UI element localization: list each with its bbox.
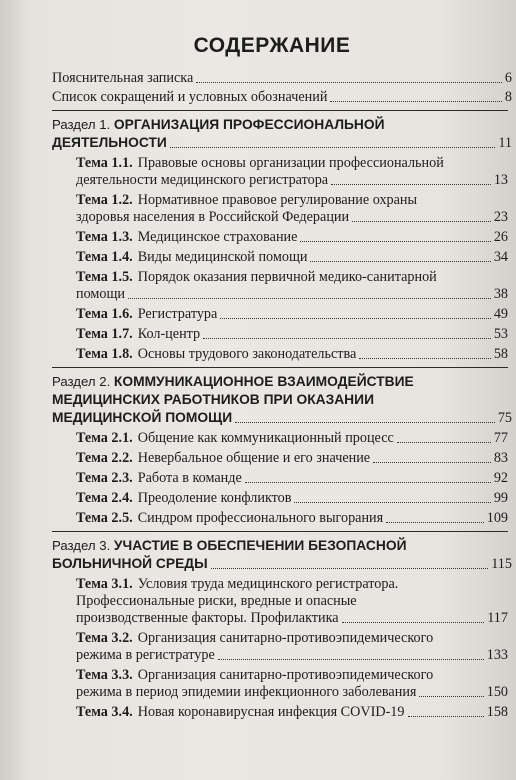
- topic-line: [76, 510, 508, 527]
- topic-text: [76, 647, 215, 664]
- leader-dots: [300, 241, 490, 242]
- topic-number: Тема 1.2.: [76, 192, 133, 208]
- topic-entry: [76, 667, 508, 701]
- topic-number: Тема 2.2.: [76, 450, 133, 466]
- page-number: 77: [493, 430, 508, 446]
- topic-text: [76, 684, 416, 701]
- topic-line: [76, 593, 508, 610]
- topic-title: Регистратура: [137, 306, 218, 322]
- front-matter: [52, 70, 512, 106]
- section-name: МЕДИЦИНСКИХ РАБОТНИКОВ ПРИ ОКАЗАНИИ: [52, 392, 374, 407]
- topic-text: [76, 286, 125, 303]
- topic-line: [76, 286, 508, 303]
- page-number: 6: [504, 70, 512, 86]
- topic-text: [76, 172, 328, 189]
- topic-text: [76, 249, 307, 266]
- topic-line: [76, 269, 508, 286]
- leader-dots: [386, 522, 484, 523]
- topic-line: [76, 630, 508, 647]
- topic-number: Тема 1.1.: [76, 155, 133, 171]
- section-name: ДЕЯТЕЛЬНОСТИ: [52, 135, 167, 150]
- section-heading-text: [52, 409, 232, 427]
- leader-dots: [408, 716, 484, 717]
- leader-dots: [373, 462, 491, 463]
- topic-title: Кол-центр: [137, 326, 201, 342]
- topic-title: здоровья населения в Российской Федерации: [76, 209, 350, 225]
- topic-entry: [76, 470, 508, 487]
- page-number: 58: [493, 346, 508, 362]
- page-number: 53: [493, 326, 508, 342]
- topic-text: [76, 510, 383, 527]
- page-number: 158: [486, 704, 508, 720]
- section-label: Раздел 1.: [52, 117, 114, 132]
- topic-entry: [76, 326, 508, 343]
- page-number: 8: [504, 89, 512, 105]
- topic-text: [76, 209, 349, 226]
- page-number: 99: [493, 490, 508, 506]
- section-divider: [52, 531, 508, 532]
- topic-entry: [76, 155, 508, 189]
- page-title: СОДЕРЖАНИЕ: [193, 34, 351, 57]
- topic-line: [76, 306, 508, 323]
- section-heading-text: [52, 391, 374, 409]
- topic-number: Тема 2.4.: [76, 490, 133, 506]
- leader-dots: [331, 184, 491, 185]
- topic-line: [76, 192, 508, 209]
- section-name: УЧАСТИЕ В ОБЕСПЕЧЕНИИ БЕЗОПАСНОЙ: [113, 538, 407, 553]
- topic-title: Виды медицинской помощи: [137, 249, 308, 265]
- section-heading-line: [52, 391, 512, 409]
- topic-line: [76, 229, 508, 246]
- page-number: 115: [491, 556, 512, 572]
- topic-number: Тема 3.4.: [76, 704, 133, 720]
- topic-entry: [76, 430, 508, 447]
- leader-dots: [196, 82, 502, 83]
- leader-dots: [419, 696, 483, 697]
- topic-number: Тема 2.5.: [76, 510, 133, 526]
- topic-entry: [76, 269, 508, 303]
- topic-text: [76, 229, 297, 246]
- topic-title: Работа в команде: [137, 470, 242, 486]
- topic-title: Синдром профессионального выгорания: [137, 510, 384, 526]
- leader-dots: [203, 338, 491, 339]
- page-number: 13: [493, 172, 508, 188]
- entry-label: Пояснительная записка: [52, 70, 194, 86]
- section-heading-text: [52, 116, 385, 134]
- section-heading: [52, 116, 512, 152]
- topic-entry: [76, 450, 508, 467]
- topic-number: Тема 1.5.: [76, 269, 133, 285]
- topic-entry: [76, 192, 508, 226]
- section-name: КОММУНИКАЦИОННОЕ ВЗАИМОДЕЙСТВИЕ: [113, 374, 414, 389]
- topic-line: [76, 470, 508, 487]
- topic-entry: [76, 576, 508, 627]
- section-heading-line: [52, 373, 512, 391]
- topic-line: [76, 490, 508, 507]
- section-label: Раздел 3.: [52, 538, 114, 553]
- topic-title: Медицинское страхование: [137, 229, 298, 245]
- entry-label: Список сокращений и условных обозначений: [52, 89, 328, 105]
- topic-title: Общение как коммуникационный процесс: [137, 430, 394, 446]
- section-name: МЕДИЦИНСКОЙ ПОМОЩИ: [52, 410, 233, 425]
- topic-line: [76, 172, 508, 189]
- topic-number: Тема 1.6.: [76, 306, 133, 322]
- topic-text: [76, 326, 200, 343]
- topic-text: [76, 346, 356, 363]
- topic-title: режима в регистратуре: [76, 647, 215, 663]
- topic-text: [76, 610, 339, 627]
- topic-title: Преодоление конфликтов: [137, 490, 292, 506]
- topic-line: [76, 610, 508, 627]
- page-number: 49: [493, 306, 508, 322]
- topic-entry: [76, 249, 508, 266]
- topic-text: [76, 430, 394, 447]
- section-heading: [52, 537, 512, 573]
- topic-line: [76, 684, 508, 701]
- page-number: 26: [493, 229, 508, 245]
- topic-title: Условия труда медицинского регистратора.: [137, 576, 399, 592]
- topic-number: Тема 2.1.: [76, 430, 133, 446]
- section-heading-line: [52, 116, 512, 134]
- topic-entry: [76, 490, 508, 507]
- page-number: 109: [486, 510, 508, 526]
- page-number: 92: [493, 470, 508, 486]
- leader-dots: [128, 298, 491, 299]
- topic-line: [76, 704, 508, 721]
- page-number: 23: [493, 209, 508, 225]
- topic-title: Порядок оказания первичной медико-санитарной: [137, 269, 437, 285]
- leader-dots: [220, 318, 490, 319]
- table-of-contents: [52, 34, 512, 724]
- topic-line: [76, 209, 508, 226]
- leader-dots: [397, 442, 491, 443]
- topic-text: [76, 470, 242, 487]
- topic-title: производственные факторы. Профилактика: [76, 610, 339, 626]
- topic-line: [76, 450, 508, 467]
- topic-text: [76, 450, 370, 467]
- leader-dots: [211, 568, 489, 569]
- topic-title: деятельности медицинского регистратора: [76, 172, 329, 188]
- topic-entry: [76, 346, 508, 363]
- leader-dots: [342, 622, 485, 623]
- topic-number: Тема 1.4.: [76, 249, 133, 265]
- topic-text: [76, 306, 217, 323]
- page-number: 38: [493, 286, 508, 302]
- topic-number: Тема 1.8.: [76, 346, 133, 362]
- page-number: 75: [497, 410, 512, 426]
- topic-entry: [76, 306, 508, 323]
- section-heading-text: [52, 134, 167, 152]
- section-label: Раздел 2.: [52, 374, 114, 389]
- leader-dots: [294, 502, 490, 503]
- topic-line: [76, 346, 508, 363]
- topic-line: [76, 326, 508, 343]
- page-number: 150: [486, 684, 508, 700]
- topic-title: Нормативное правовое регулирование охраны: [137, 192, 418, 208]
- topic-line: [76, 155, 508, 172]
- topic-title: режима в период эпидемии инфекционного заболевания: [76, 684, 417, 700]
- topic-number: Тема 3.1.: [76, 576, 133, 592]
- topic-number: Тема 1.7.: [76, 326, 133, 342]
- leader-dots: [310, 261, 490, 262]
- section-name: БОЛЬНИЧНОЙ СРЕДЫ: [52, 556, 208, 571]
- section-heading-line: [52, 537, 512, 555]
- topic-line: [76, 576, 508, 593]
- section-name: ОРГАНИЗАЦИЯ ПРОФЕССИОНАЛЬНОЙ: [113, 117, 385, 132]
- topic-line: [76, 249, 508, 266]
- page-number: 133: [486, 647, 508, 663]
- topic-line: [76, 667, 508, 684]
- leader-dots: [330, 101, 501, 102]
- section-divider: [52, 110, 508, 111]
- topic-entry: [76, 510, 508, 527]
- topic-title: Организация санитарно-противоэпидемического: [137, 667, 434, 683]
- topic-line: [76, 430, 508, 447]
- topic-number: Тема 3.3.: [76, 667, 133, 683]
- leader-dots: [218, 659, 484, 660]
- section-heading-line: [52, 555, 512, 573]
- topic-title: Профессиональные риски, вредные и опасные: [76, 593, 357, 609]
- leader-dots: [170, 147, 495, 148]
- leader-dots: [352, 221, 491, 222]
- topic-title: Правовые основы организации профессиональной: [137, 155, 444, 171]
- page-number: 11: [498, 135, 512, 151]
- topic-entry: [76, 229, 508, 246]
- section-heading: [52, 373, 512, 427]
- topic-number: Тема 2.3.: [76, 470, 133, 486]
- page-number: 117: [487, 610, 508, 626]
- section-heading-line: [52, 409, 512, 427]
- topic-entry: [76, 630, 508, 664]
- leader-dots: [235, 422, 495, 423]
- topic-entry: [76, 704, 508, 721]
- section-heading-text: [52, 555, 208, 573]
- page-number: 83: [493, 450, 508, 466]
- topic-text: [76, 490, 291, 507]
- topic-number: Тема 3.2.: [76, 630, 133, 646]
- section-heading-text: [52, 373, 414, 391]
- topic-title: Организация санитарно-противоэпидемического: [137, 630, 434, 646]
- leader-dots: [245, 482, 491, 483]
- leader-dots: [359, 358, 491, 359]
- topic-title: Основы трудового законодательства: [137, 346, 357, 362]
- sections: [52, 110, 512, 721]
- toc-entry: [52, 89, 512, 106]
- topic-line: [76, 647, 508, 664]
- section-heading-text: [52, 537, 407, 555]
- topic-number: Тема 1.3.: [76, 229, 133, 245]
- topic-text: [76, 704, 405, 721]
- topic-title: Новая коронавирусная инфекция COVID-19: [137, 704, 405, 720]
- toc-entry: [52, 70, 512, 87]
- page-number: 34: [493, 249, 508, 265]
- topic-title: Невербальное общение и его значение: [137, 450, 371, 466]
- topic-title: помощи: [76, 286, 126, 302]
- section-divider: [52, 367, 508, 368]
- section-heading-line: [52, 134, 512, 152]
